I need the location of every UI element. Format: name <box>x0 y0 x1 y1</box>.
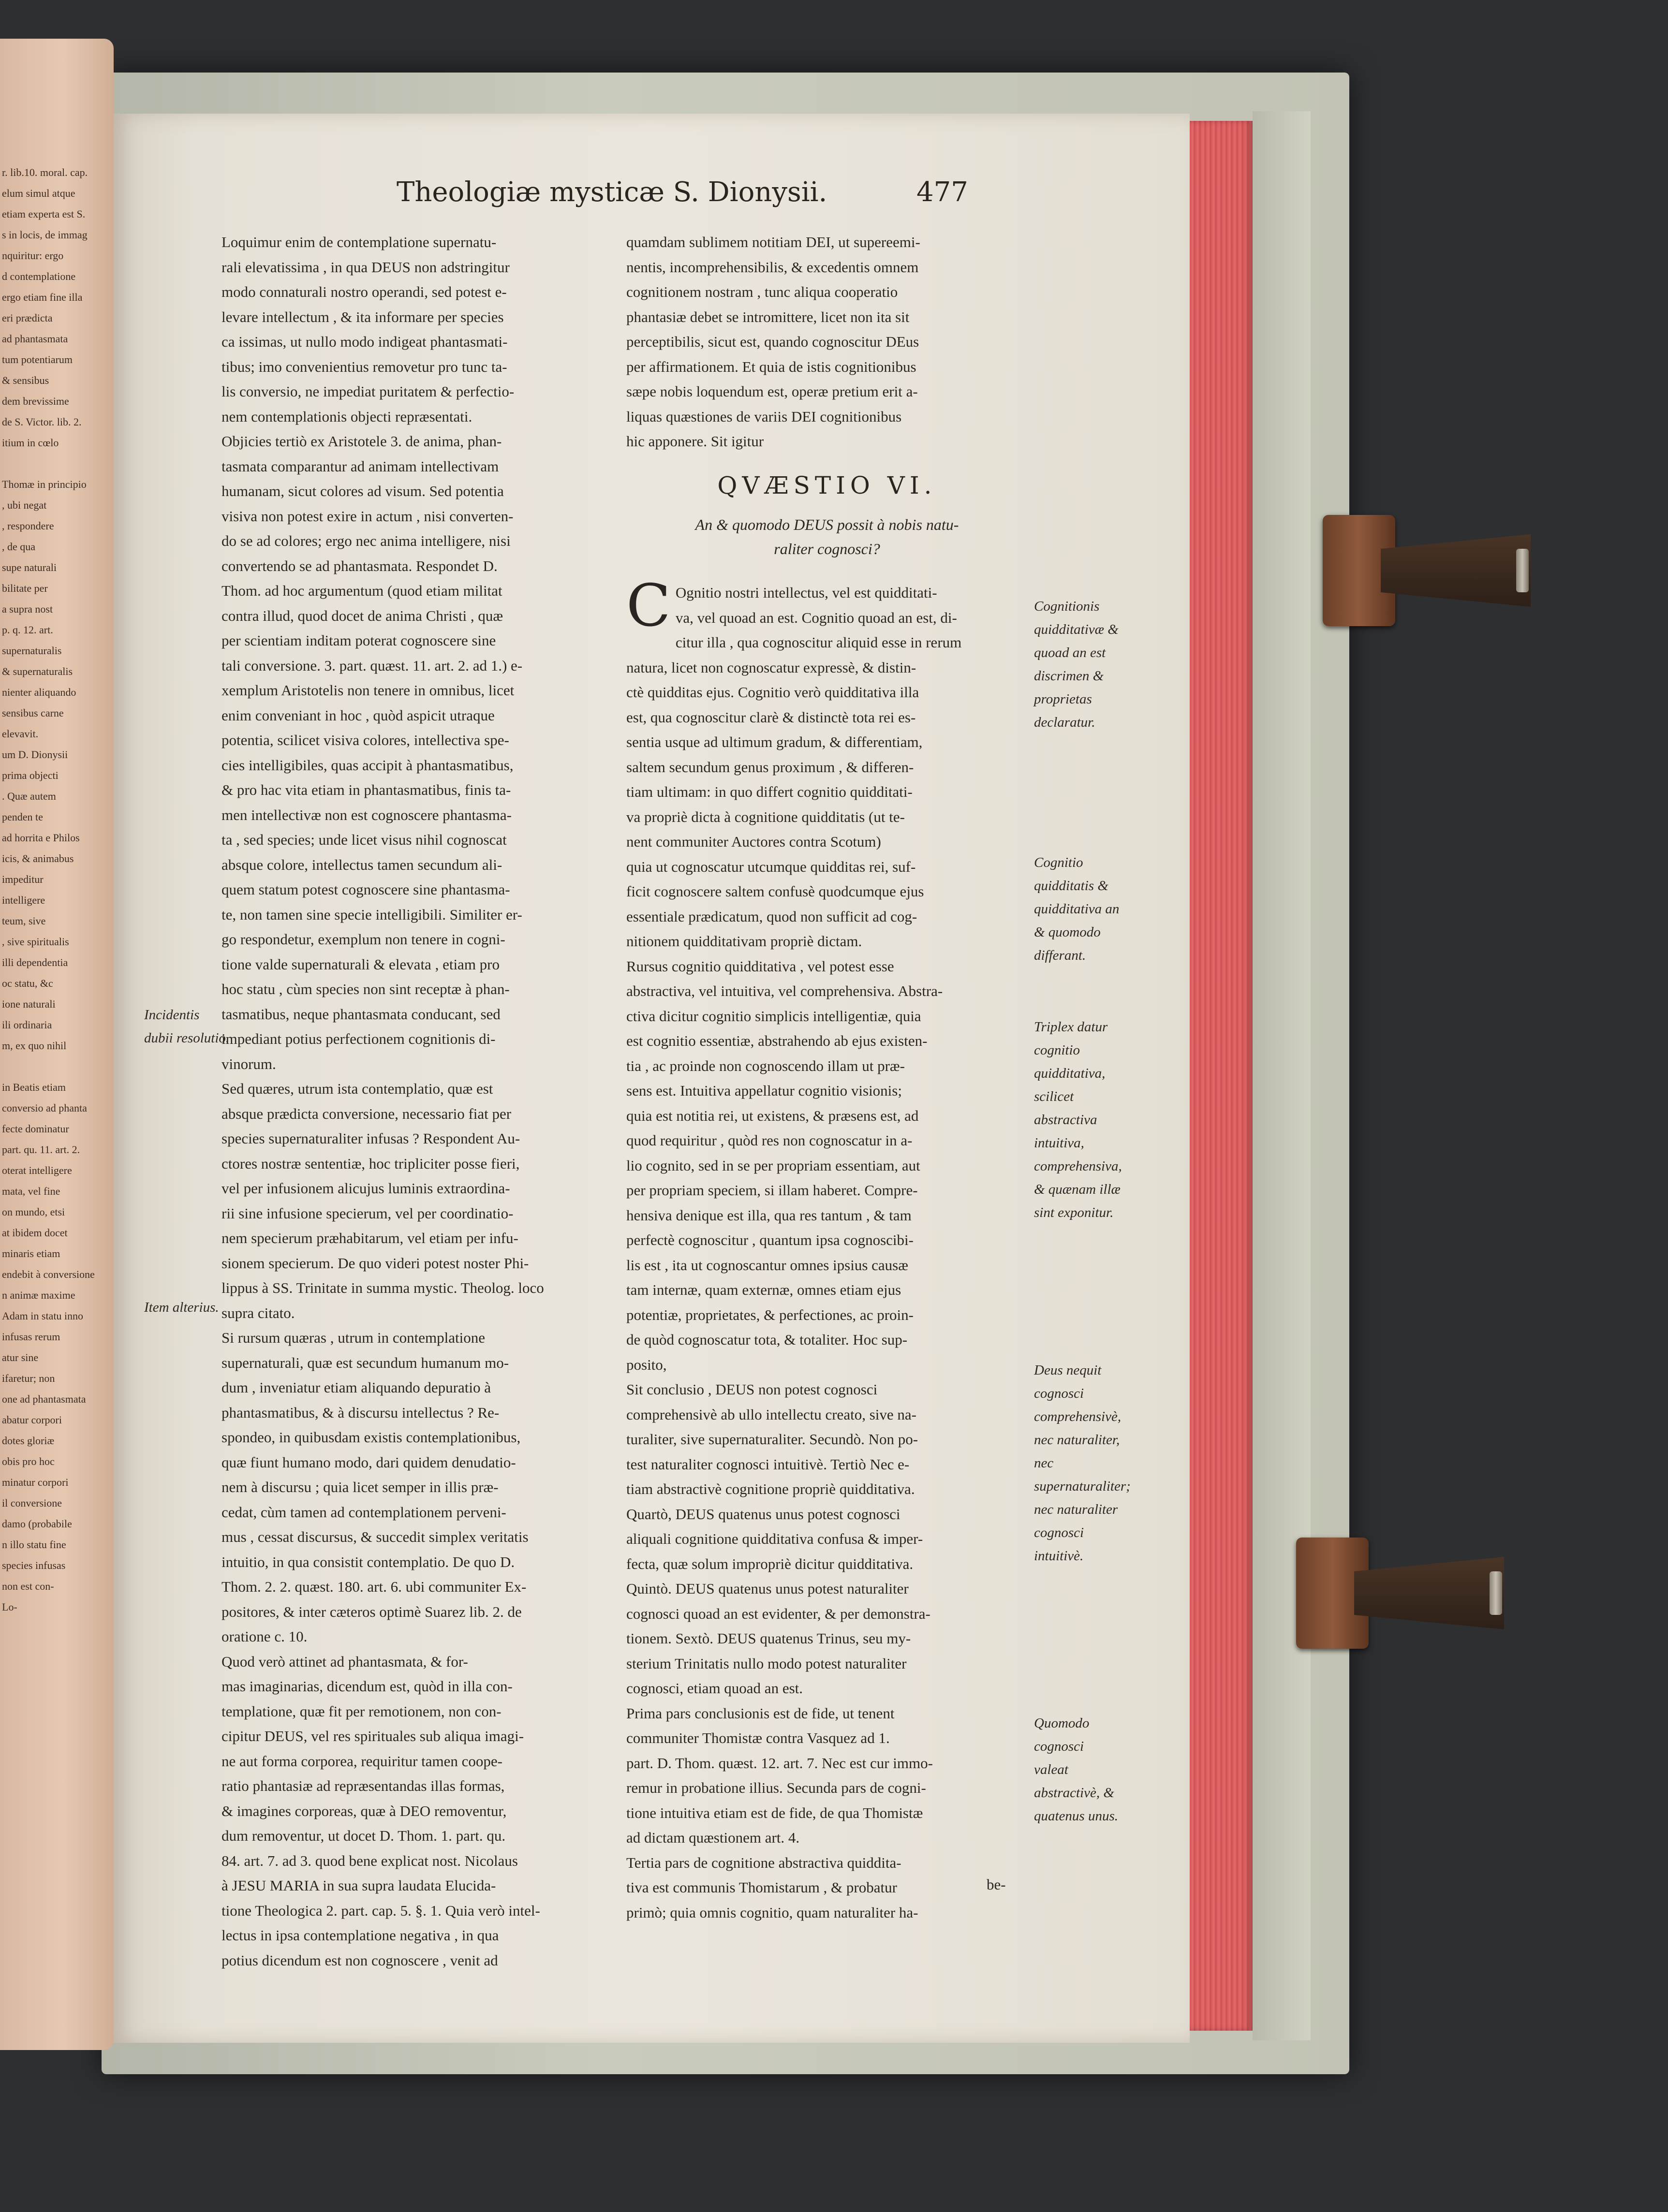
text-line: , de qua <box>2 541 36 553</box>
text-line: te, non tamen sine specie intelligibili. Similiter er- <box>221 906 522 923</box>
text-line: potentiæ, proprietates, & perfectiones, ac proin- <box>626 1306 914 1323</box>
text-line: m, ex quo nihil <box>2 1040 67 1052</box>
text-line: on mundo, etsi <box>2 1206 65 1218</box>
text-line: primò; quia omnis cognitio, quam naturaliter ha- <box>626 1904 918 1921</box>
text-line: p. q. 12. art. <box>2 624 53 636</box>
text-line: quæ fiunt humano modo, dari quidem denudatio- <box>221 1453 516 1471</box>
text-line: endebit à conversione <box>2 1268 95 1280</box>
text-line: ctiva dicitur cognitio simplicis intelligentiæ, quia <box>626 1007 921 1025</box>
text-line: ficit cognoscere saltem confusè quodcumque ejus <box>626 883 924 900</box>
text-line: Sit conclusio , DEUS non potest cognosci <box>626 1381 878 1398</box>
text-line: 84. art. 7. ad 3. quod bene explicat nost. Nicolaus <box>221 1852 518 1869</box>
left-column <box>221 230 623 1973</box>
text-line: Tertia pars de cognitione abstractiva quiddita- <box>626 1854 901 1871</box>
text-line: , sive spiritualis <box>2 936 69 948</box>
text-line: tali conversione. 3. part. quæst. 11. art. 2. ad 1.) e- <box>221 657 523 674</box>
text-line: ad horrita e Philos <box>2 832 80 844</box>
text-line: nem à discursu ; quia licet semper in illis præ- <box>221 1479 499 1495</box>
text-line: quia est notitia rei, ut existens, & præsens est, ad <box>626 1107 919 1124</box>
right-column-body <box>626 572 1028 1925</box>
text-line: & sensibus <box>2 374 49 386</box>
text-line: quem statum potest cognoscere sine phantasma- <box>221 881 510 898</box>
text-line <box>0 1056 95 1077</box>
text-line: xemplum Aristotelis non tenere in omnibus, licet <box>221 682 515 699</box>
catchword: be- <box>987 1876 1006 1893</box>
text-line: ctè quidditas ejus. Cognitio verò quidditativa illa <box>626 684 919 701</box>
question-title <box>626 513 1028 561</box>
text-line: mus , cessat discursus, & succedit simplex veritatis <box>221 1528 529 1545</box>
text-line: cipitur DEUS, vel res spirituales sub aliqua imagi- <box>221 1728 524 1744</box>
text-line: n illo statu fine <box>2 1538 66 1551</box>
text-line: humanam, sicut colores ad visum. Sed potentia <box>221 483 504 499</box>
text-line: natura, licet non cognoscatur expressè, & distin- <box>626 659 916 676</box>
text-line: lippus à SS. Trinitate in summa mystic. Theolog. loco <box>221 1279 544 1296</box>
text-line: lio cognito, sed in se per propriam essentiam, aut <box>626 1157 920 1174</box>
text-line: abstractiva, vel intuitiva, vel comprehensiva. Abstra- <box>626 982 943 999</box>
text-line: per affirmationem. Et quia de istis cognitionibus <box>626 358 916 375</box>
margin-note-left-1: Incidentis dubii resolutio. <box>144 1007 230 1046</box>
text-line: lis est , ita ut cognoscantur omnes ipsius causæ <box>626 1256 908 1274</box>
text-line: dem brevissime <box>2 395 69 407</box>
text-line: mata, vel fine <box>2 1185 60 1197</box>
text-line: phantasmatibus, & à discursu intellectus ? Re- <box>221 1404 500 1421</box>
text-line: go respondetur, exemplum non tenere in cogni- <box>221 931 505 948</box>
text-line: nienter aliquando <box>2 686 76 698</box>
text-line: nent communiter Auctores contra Scotum) <box>626 833 881 850</box>
margin-note-right-3: Triplex datur cognitio quidditativa, scilicet abstractiva intuitiva, comprehensiva, & quænam illæ sint exponitur. <box>1034 1019 1122 1220</box>
text-line: d contemplatione <box>2 270 76 282</box>
text-line: va propriè dicta à cognitione quidditatis (ut te- <box>626 808 905 825</box>
text-line: & imagines corporeas, quæ à DEO removentur, <box>221 1802 507 1819</box>
text-line: tam internæ, quam externæ, omnes etiam ejus <box>626 1281 901 1298</box>
text-line: ergo etiam fine illa <box>2 291 83 303</box>
text-line: hoc statu , cùm species non sint receptæ à phan- <box>221 981 510 997</box>
text-line: remur in probatione illius. Secunda pars de cogni- <box>626 1779 926 1796</box>
text-line: test naturaliter cognosci intuitivè. Tertiò Nec e- <box>626 1455 910 1473</box>
text-line: . Quæ autem <box>2 790 56 802</box>
text-line: illi dependentia <box>2 956 68 968</box>
text-line: oc statu, &c <box>2 977 53 989</box>
text-line: ifaretur; non <box>2 1372 55 1384</box>
text-line: Lo- <box>2 1601 17 1613</box>
text-line: obis pro hoc <box>2 1455 55 1467</box>
text-line: ratio phantasiæ ad repræsentandas illas formas, <box>221 1777 505 1794</box>
brass-clasp-icon <box>1296 1538 1499 1649</box>
text-line: dum , inveniatur etiam aliquando depuratio à <box>221 1379 491 1396</box>
text-line: est, qua cognoscitur clarè & distinctè tota rei es- <box>626 708 916 726</box>
text-line: communiter Thomistæ contra Vasquez ad 1. <box>626 1729 890 1746</box>
text-line: absque colore, intellectus tamen secundum ali- <box>221 856 502 873</box>
text-line: minatur corpori <box>2 1476 69 1488</box>
text-line: intuitio, in qua consistit contemplatio. De quo D. <box>221 1553 515 1570</box>
text-line: Quintò. DEUS quatenus unus potest naturaliter <box>626 1580 909 1597</box>
text-line: tasmatibus, neque phantasmata conducant, sed <box>221 1005 501 1023</box>
text-line: Quod verò attinet ad phantasmata, & for- <box>221 1653 468 1670</box>
text-line: cognosci quoad an est evidenter, & per demonstra- <box>626 1605 930 1622</box>
text-line: Rursus cognitio quidditativa , vel potest esse <box>626 957 894 975</box>
text-line: nitionem quidditativam propriè dictam. <box>626 933 862 950</box>
margin-note-right-4: Deus nequit cognosci comprehensivè, nec naturaliter, nec supernaturaliter; nec naturaliter cognosci intuitivè. <box>1034 1362 1131 1564</box>
margin-note-left-2: Item alterius. <box>144 1300 219 1315</box>
text-line: penden te <box>2 811 43 823</box>
text-line: oratione c. 10. <box>221 1628 308 1645</box>
text-line: impeditur <box>2 873 44 885</box>
text-line: tione intuitiva etiam est de fide, de qua Thomistæ <box>626 1804 923 1821</box>
text-line: tione valde supernaturali & elevata , etiam pro <box>221 955 500 973</box>
text-line: non est con- <box>2 1580 54 1592</box>
text-line: quamdam sublimem notitiam DEI, ut supereemi- <box>626 234 920 250</box>
text-line: per propriam speciem, si illam haberet. Compre- <box>626 1182 918 1199</box>
text-line: lectus in ipsa contemplatione negativa , in qua <box>221 1927 499 1944</box>
text-line: tum potentiarum <box>2 353 73 366</box>
text-line: citur illa , qua cognoscitur aliquid esse in rerum <box>675 634 962 651</box>
text-line: sensibus carne <box>2 707 64 719</box>
text-line: sens est. Intuitiva appellatur cognitio visionis; <box>626 1082 902 1099</box>
text-line: tiam ultimam: in quo differt cognitio quidditati- <box>626 783 913 800</box>
text-line: Prima pars conclusionis est de fide, ut tenent <box>626 1704 895 1722</box>
text-line: hic apponere. Sit igitur <box>626 433 764 450</box>
text-line: elum simul atque <box>2 187 75 199</box>
text-line: r. lib.10. moral. cap. <box>2 166 88 178</box>
text-line: cedat, cùm tamen ad contemplationem perveni- <box>221 1503 506 1521</box>
text-line: levare intellectum , & ita informare per species <box>221 308 504 325</box>
text-line: ad dictam quæstionem art. 4. <box>626 1829 800 1846</box>
text-line: saltem secundum genus proximum , & differen- <box>626 758 914 776</box>
text-line: va, vel quoad an est. Cognitio quoad an est, di- <box>675 609 957 626</box>
text-line: Thomæ in principio <box>2 478 87 490</box>
book-cover-edge <box>1253 111 1311 2040</box>
text-line: nem contemplationis objecti repræsentati. <box>221 408 472 425</box>
text-line: atur sine <box>2 1351 39 1363</box>
text-line: il conversione <box>2 1497 62 1509</box>
text-line: eri prædicta <box>2 312 53 324</box>
text-line: ne aut forma corporea, requiritur tamen coope- <box>221 1752 502 1770</box>
text-line: est cognitio essentiæ, abstrahendo ab ejus existen- <box>626 1032 928 1049</box>
text-line: species infusas <box>2 1559 66 1571</box>
text-line: perfectè cognoscitur , quantum ipsa cognoscibi- <box>626 1231 914 1248</box>
text-line: spondeo, in quibusdam existis contemplationibus, <box>221 1429 521 1446</box>
text-line: ctores nostræ sententiæ, hoc tripliciter posse fieri, <box>221 1155 520 1172</box>
text-line: dum removentur, ut docet D. Thom. 1. part. qu. <box>221 1827 506 1844</box>
text-line: etiam experta est S. <box>2 208 86 220</box>
text-line: & pro hac vita etiam in phantasmatibus, finis ta- <box>221 781 511 798</box>
text-line: lis conversio, ne impediat puritatem & perfectio- <box>221 383 515 400</box>
text-line: perceptibilis, sicut est, quando cognoscitur DEus <box>626 333 919 350</box>
text-line: Thom. ad hoc argumentum (quod etiam militat <box>221 582 502 599</box>
left-facing-page <box>0 39 114 2050</box>
text-line <box>0 453 95 474</box>
text-line: nquiritur: ergo <box>2 249 64 262</box>
text-line: impediant potius perfectionem cognitionis di- <box>221 1030 496 1047</box>
text-line: tasmata comparantur ad animam intellectivam <box>221 457 499 475</box>
red-fore-edge <box>1190 121 1253 2031</box>
text-line: prima objecti <box>2 769 59 781</box>
text-line: Sed quæres, utrum ista contemplatio, quæ est <box>221 1080 493 1097</box>
text-line: rii sine infusione specierum, vel per coordinatio- <box>221 1204 514 1222</box>
text-line: Ognitio nostri intellectus, vel est quidditati- <box>675 584 937 601</box>
text-line: liquas quæstiones de variis DEI cognitionibus <box>626 408 902 425</box>
text-line: icis, & animabus <box>2 852 74 864</box>
text-line: An & quomodo DEUS possit à nobis natu- <box>695 516 959 533</box>
text-line: contra illud, quod docet de anima Christi , quæ <box>221 607 503 624</box>
text-line: Si rursum quæras , utrum in contemplatione <box>221 1329 486 1346</box>
text-line: sionem specierum. De quo videri potest noster Phi- <box>221 1254 529 1272</box>
text-line: men intellectivæ non est cognoscere phantasma- <box>221 806 512 823</box>
text-line: abatur corpori <box>2 1414 62 1426</box>
text-line: & supernaturalis <box>2 665 73 677</box>
text-line: intelligere <box>2 894 45 906</box>
text-line: part. qu. 11. art. 2. <box>2 1143 80 1156</box>
text-line: um D. Dionysii <box>2 748 68 761</box>
text-line: infusas rerum <box>2 1331 60 1343</box>
text-line: elevavit. <box>2 728 39 740</box>
text-line: de quòd cognoscatur tota, & totaliter. Hoc sup- <box>626 1331 908 1348</box>
page-number: 477 <box>916 176 968 208</box>
text-line: turaliter, sive supernaturaliter. Secundò. Non po- <box>626 1431 918 1448</box>
text-line: à JESU MARIA in sua supra laudata Elucida- <box>221 1877 496 1894</box>
text-line: s in locis, de immag <box>2 229 88 241</box>
right-column-intro <box>626 230 1028 454</box>
left-page-text <box>0 162 95 1617</box>
text-line: ione naturali <box>2 998 56 1010</box>
text-line: nentis, incomprehensibilis, & excedentis omnem <box>626 258 919 276</box>
text-line: convertendo se ad phantasmata. Respondet D. <box>221 557 498 574</box>
running-head: Theologiæ mysticæ S. Dionysii. <box>397 176 827 208</box>
text-line: potius dicendum est non cognoscere , venit ad <box>221 1951 498 1969</box>
text-line: a supra nost <box>2 603 53 615</box>
text-line: Quartò, DEUS quatenus unus potest cognosci <box>626 1505 900 1523</box>
text-line: supernaturalis <box>2 645 62 657</box>
text-line: supe naturali <box>2 561 57 573</box>
text-line: itium in cœlo <box>2 437 59 449</box>
text-line: modo connaturali nostro operandi, sed potest e- <box>221 283 507 300</box>
text-line: tia , ac proinde non cognoscendo illam ut præ- <box>626 1057 905 1074</box>
text-line: in Beatis etiam <box>2 1081 66 1093</box>
text-line: rali elevatissima , in qua DEUS non adstringitur <box>221 258 510 276</box>
margin-note-right-5: Quomodo cognosci valeat abstractivè, & quatenus unus. <box>1034 1715 1118 1824</box>
text-line: enim conveniant in hoc , quòd aspicit utraque <box>221 706 495 724</box>
text-line: positores, & inter cæteros optimè Suarez lib. 2. de <box>221 1603 522 1620</box>
text-line: visiva non potest exire in actum , nisi converten- <box>221 507 514 525</box>
text-line: tione Theologica 2. part. cap. 5. §. 1. Quia verò intel- <box>221 1902 540 1919</box>
text-line: de S. Victor. lib. 2. <box>2 416 82 428</box>
text-line: , respondere <box>2 520 54 532</box>
text-line: Loquimur enim de contemplatione supernatu- <box>221 234 497 250</box>
text-line: Thom. 2. 2. quæst. 180. art. 6. ubi communiter Ex- <box>221 1578 527 1595</box>
text-line: , ubi negat <box>2 499 47 511</box>
text-line: cognitionem nostram , tunc aliqua cooperatio <box>626 283 898 300</box>
text-line: dotes gloriæ <box>2 1435 55 1447</box>
text-line: at ibidem docet <box>2 1227 68 1239</box>
text-line: part. D. Thom. quæst. 12. art. 7. Nec est cur immo- <box>626 1754 933 1772</box>
text-line: templatione, quæ fit per remotionem, non con- <box>221 1702 502 1720</box>
text-line: ad phantasmata <box>2 333 68 345</box>
text-line: species supernaturaliter infusas ? Respondent Au- <box>221 1130 520 1147</box>
text-line: quia ut cognoscatur utcumque quidditas rei, suf- <box>626 858 916 875</box>
text-line: sentia usque ad ultimum gradum, & differentiam, <box>626 733 923 750</box>
text-line: sæpe nobis loquendum est, operæ pretium erit a- <box>626 383 918 400</box>
text-line: ili ordinaria <box>2 1019 52 1031</box>
text-line: supernaturali, quæ est secundum humanum mo- <box>221 1354 509 1371</box>
text-line: absque prædicta conversione, necessario fiat per <box>221 1105 512 1122</box>
text-line: nem specierum præhabitarum, vel etiam per infu- <box>221 1230 518 1246</box>
text-line: bilitate per <box>2 582 48 594</box>
text-line: hensiva denique est illa, qua res tantum , & tam <box>626 1206 912 1224</box>
margin-note-right-2: Cognitio quidditatis & quidditativa an & quomodo differant. <box>1034 855 1120 963</box>
drop-cap: C <box>626 572 671 640</box>
text-line: comprehensivè ab ullo intellectu creato, sive na- <box>626 1406 916 1423</box>
text-line: mas imaginarias, dicendum est, quòd in illa con- <box>221 1678 513 1695</box>
text-line: teum, sive <box>2 915 46 927</box>
text-line: cognosci, etiam quoad an est. <box>626 1680 803 1697</box>
text-line: Objicies tertiò ex Aristotele 3. de anima, phan- <box>221 433 502 450</box>
text-line: oterat intelligere <box>2 1164 72 1176</box>
text-line: damo (probabile <box>2 1518 72 1530</box>
text-line: do se ad colores; ergo nec anima intelligere, nisi <box>221 532 511 549</box>
text-line: potentia, scilicet visiva colores, intellectiva spe- <box>221 732 509 748</box>
text-line: per scientiam inditam poterat cognoscere sine <box>221 632 496 649</box>
text-line: tiam abstractivè cognitione propriè quidditativa. <box>626 1480 915 1497</box>
text-line: ca issimas, ut nullo modo indigeat phantasmati- <box>221 333 508 350</box>
text-line: supra citato. <box>221 1304 295 1321</box>
text-line: cies intelligibiles, quas accipit à phantasmatibus, <box>221 756 514 774</box>
text-line: quod requiritur , quòd res non cognoscatur in a- <box>626 1132 913 1149</box>
text-line: one ad phantasmata <box>2 1393 86 1405</box>
right-column <box>626 230 1028 1925</box>
text-line: sterium Trinitatis nullo modo potest naturaliter <box>626 1655 907 1672</box>
text-line: fecte dominatur <box>2 1123 69 1135</box>
text-line: aliquali cognitione quidditativa confusa & imper- <box>626 1530 923 1547</box>
text-line: essentiale prædicatum, quod non sufficit ad cog- <box>626 908 917 925</box>
text-line: vinorum. <box>221 1055 276 1072</box>
question-heading: QVÆSTIO VI. <box>717 471 937 499</box>
text-line: tibus; imo convenientius removetur pro tunc ta- <box>221 358 507 375</box>
text-line: tionem. Sextò. DEUS quatenus Trinus, seu my- <box>626 1630 911 1647</box>
text-line: conversio ad phanta <box>2 1102 87 1114</box>
text-line: tiva est communis Thomistarum , & probatur <box>626 1879 897 1896</box>
text-line: raliter cognosci? <box>774 540 880 557</box>
text-line: n animæ maxime <box>2 1289 75 1301</box>
text-line: fecta, quæ solum impropriè dicitur quidditativa. <box>626 1555 914 1572</box>
text-line: phantasiæ debet se intromittere, licet non ita sit <box>626 308 910 325</box>
text-line: posito, <box>626 1356 667 1373</box>
text-line: vel per infusionem alicujus luminis extraordina- <box>221 1180 510 1197</box>
text-line: Adam in statu inno <box>2 1310 84 1322</box>
text-line: ta , sed species; unde licet visus nihil cognoscat <box>221 831 507 848</box>
brass-clasp-icon <box>1323 515 1526 626</box>
text-line: minaris etiam <box>2 1247 60 1260</box>
margin-note-right-1: Cognitionis quidditativæ & quoad an est discrimen & proprietas declaratur. <box>1034 599 1119 730</box>
